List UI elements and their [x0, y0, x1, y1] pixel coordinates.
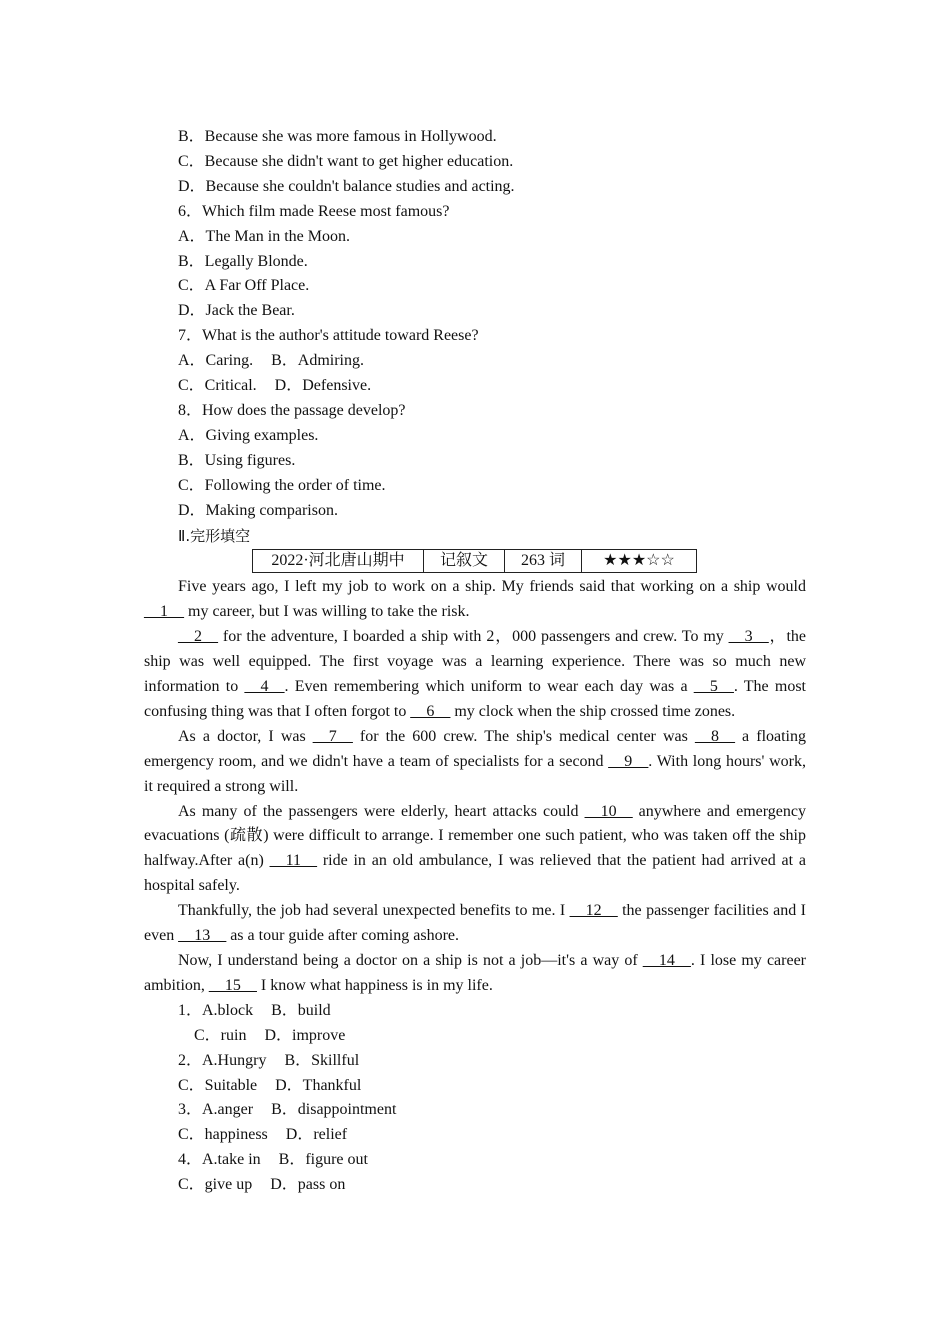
cloze-q3-option-c: C．happiness [178, 1126, 268, 1144]
blank-2: __2__ [178, 628, 218, 646]
cloze-q4-option-b: B．figure out [278, 1151, 368, 1169]
q8-option-d: D．Making comparison. [178, 501, 338, 519]
cloze-q1-option-d: D．improve [264, 1026, 346, 1044]
q8-option-c: C．Following the order of time. [178, 476, 386, 494]
cloze-q1-option-a: 1．A.block [178, 1001, 254, 1019]
cloze-q3-ab [144, 1098, 806, 1123]
blank-15: __15__ [208, 976, 257, 994]
info-genre: 记叙文 [424, 550, 505, 573]
cloze-q2-option-a: 2．A.Hungry [178, 1051, 267, 1069]
info-table [252, 549, 697, 573]
passage-paragraph-6: Now, I understand being a doctor on a ship is not a job—it's a way of __14__. I lose my career ambition, __15__ I know what happiness is in my life. [144, 952, 806, 994]
cloze-q2-option-b: B．Skillful [284, 1051, 360, 1069]
cloze-q2-cd [144, 1074, 806, 1099]
q5-option-c: C．Because she didn't want to get higher education. [178, 152, 514, 170]
cloze-q1-option-c: C．ruin [194, 1026, 247, 1044]
q7-option-b: B．Admiring. [271, 352, 365, 370]
passage-paragraph-3: As a doctor, I was __7__ for the 600 crew. The ship's medical center was __8__ a floating emergency room, and we didn't have a team of specialists for a second __9__. With long hours' work, it required a strong will. [144, 727, 807, 795]
blank-5: __5__ [693, 678, 734, 696]
cloze-q4-option-c: C．give up [178, 1176, 253, 1194]
cloze-q4-option-a: 4．A.take in [178, 1151, 261, 1169]
cloze-q3-option-d: D．relief [285, 1126, 348, 1144]
cloze-q3-option-b: B．disappointment [271, 1101, 397, 1119]
q6-option-d: D．Jack the Bear. [178, 302, 295, 320]
q5-option-d: D．Because she couldn't balance studies and acting. [178, 177, 515, 195]
cloze-q4-option-d: D．pass on [270, 1176, 346, 1194]
info-words: 263 词 [505, 550, 582, 573]
q7-stem: 7．What is the author's attitude toward Reese? [178, 327, 479, 345]
q8-stem: 8．How does the passage develop? [178, 401, 406, 419]
cloze-q1-cd [144, 1024, 806, 1049]
q8-option-a: A．Giving examples. [178, 426, 319, 444]
q7-option-c: C．Critical. [178, 377, 257, 395]
cloze-q2-option-c: C．Suitable [178, 1076, 258, 1094]
q6-option-b: B．Legally Blonde. [178, 252, 308, 270]
cloze-q2-ab [144, 1049, 806, 1074]
blank-12: __12__ [569, 902, 618, 920]
blank-1: __1__ [144, 603, 184, 621]
cloze-q3-option-a: 3．A.anger [178, 1101, 254, 1119]
passage-paragraph-4: As many of the passengers were elderly, heart attacks could __10__ anywhere and emergency evacuations (疏散) were difficult to arrange. I remember one such patient, who was taken off the ship halfway.After a(n) __11__ ride in an old ambulance, I was relieved that the patient had arrived at a hospital safely. [144, 802, 806, 895]
q6-stem: 6．Which film made Reese most famous? [178, 202, 450, 220]
q7-options-cd [144, 374, 806, 399]
q7-option-d: D．Defensive. [274, 377, 372, 395]
blank-7: __7__ [312, 727, 353, 745]
cloze-q1-option-b: B．build [271, 1001, 331, 1019]
q7-options-ab [144, 349, 806, 374]
blank-13: __13__ [178, 927, 227, 945]
blank-6: __6__ [410, 702, 451, 720]
cloze-q4-cd [144, 1173, 806, 1198]
cloze-q1-ab [144, 999, 806, 1024]
blank-9: __9__ [608, 752, 649, 770]
cloze-q2-option-d: D．Thankful [275, 1076, 362, 1094]
passage-paragraph-2: __2__ for the adventure, I boarded a ship with 2，000 passengers and crew. To my __3__，the ship was well equipped. The first voyage was a learning experience. There was so much new information to __4__. Even remembering which uniform to wear each day was a __5__. The most confusing thing was that I often forgot to __6__ my clock when the ship crossed time zones. [144, 628, 807, 720]
blank-3: __3__ [728, 628, 769, 646]
passage-paragraph-5: Thankfully, the job had several unexpected benefits to me. I __12__ the passenger facilities and I even __13__ as a tour guide after coming ashore. [144, 902, 806, 945]
q6-option-a: A．The Man in the Moon. [178, 227, 350, 245]
section-title: Ⅱ.完形填空 [178, 526, 251, 545]
q7-option-a: A．Caring. [178, 352, 254, 370]
blank-14: __14__ [642, 952, 691, 969]
document-page [144, 125, 806, 1198]
blank-11: __11__ [269, 852, 318, 870]
blank-10: __10__ [584, 802, 633, 820]
q6-option-c: C．A Far Off Place. [178, 277, 310, 295]
cloze-q3-cd [144, 1123, 806, 1148]
info-difficulty: ★★★☆☆ [582, 550, 697, 573]
info-source: 2022·河北唐山期中 [253, 550, 424, 573]
blank-4: __4__ [244, 678, 285, 696]
cloze-q4-ab [144, 1148, 806, 1173]
blank-8: __8__ [694, 727, 735, 745]
q8-option-b: B．Using figures. [178, 451, 296, 469]
passage-paragraph-1: Five years ago, I left my job to work on a ship. My friends said that working on a ship would __1__ my career, but I was willing to take the risk. [144, 578, 806, 621]
q5-option-b: B．Because she was more famous in Hollywood. [178, 128, 497, 145]
